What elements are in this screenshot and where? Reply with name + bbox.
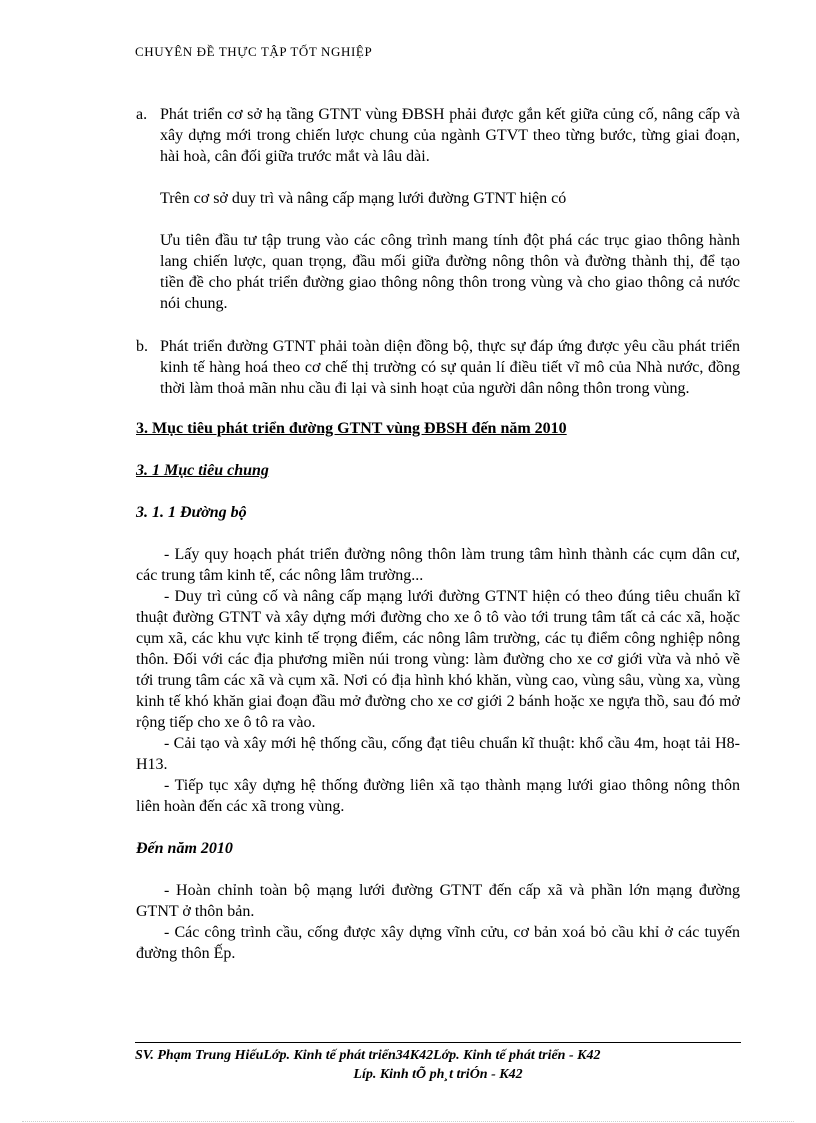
list-marker: a. <box>136 106 148 123</box>
footer-divider <box>135 1042 741 1043</box>
paragraph: - Tiếp tục xây dựng hệ thống đường liên xã tạo thành mạng lưới giao thông nông thôn liên hoàn đến các xã trong vùng. <box>136 777 740 815</box>
list-body <box>160 104 740 314</box>
page-header-title: CHUYÊN ĐỀ THỰC TẬP TỐT NGHIỆP <box>135 44 373 59</box>
footer-line-2: Líp. Kinh tÕ ph¸t triÓn - K42 <box>353 1067 523 1082</box>
page-footer <box>135 1046 741 1084</box>
year-heading: Đến năm 2010 <box>136 840 233 857</box>
paragraph: - Cải tạo và xây mới hệ thống cầu, cống đạt tiêu chuẩn kĩ thuật: khổ cầu 4m, hoạt tải H8-H13. <box>136 735 740 773</box>
page-bottom-border <box>22 1121 794 1122</box>
list-item-a <box>136 104 740 314</box>
list-body <box>160 336 740 399</box>
footer-line-1: SV. Phạm Trung HiếuLớp. Kinh tế phát triển34K42Lớp. Kinh tế phát triển - K42 <box>135 1048 601 1063</box>
section-heading: 3. Mục tiêu phát triển đường GTNT vùng ĐBSH đến năm 2010 <box>136 420 567 437</box>
document-body <box>136 104 740 964</box>
paragraph: Trên cơ sở duy trì và nâng cấp mạng lưới đường GTNT hiện có <box>160 190 567 207</box>
subsection-heading: 3. 1 Mục tiêu chung <box>136 462 269 479</box>
paragraph: - Duy trì củng cố và nâng cấp mạng lưới đường GTNT hiện có theo đúng tiêu chuẩn kĩ thuật đường GTNT và xây dựng mới đường cho xe ô tô vào tới trung tâm tất cả các xã, hoặc cụm xã, các khu vực kinh tế trọng điểm, các nông lâm trường, các tụ điểm công nghiệp nông thôn. Đối với các địa phương miền núi trong vùng: làm đường cho xe cơ giới vừa và nhỏ về tới trung tâm các xã và cụm xã. Nơi có địa hình khó khăn, vùng cao, vùng sâu, vùng xa, vùng kinh tế khó khăn giai đoạn đầu mở đường cho xe cơ giới 2 bánh hoặc xe ngựa thồ, sau đó mở rộng tiếp cho xe ô tô ra vào. <box>136 588 740 731</box>
road-objectives <box>136 544 740 817</box>
paragraph: Phát triển cơ sở hạ tầng GTNT vùng ĐBSH phải được gắn kết giữa củng cố, nâng cấp và xây dựng mới trong chiến lược chung của ngành GTVT theo từng bước, từng giai đoạn, hài hoà, cân đối giữa trước mắt và lâu dài. <box>160 106 740 165</box>
paragraph: Phát triển đường GTNT phải toàn diện đồng bộ, thực sự đáp ứng được yêu cầu phát triển kinh tế hàng hoá theo cơ chế thị trường có sự quản lí điều tiết vĩ mô của Nhà nước, đồng thời làm thoả mãn nhu cầu đi lại và sinh hoạt của người dân nông thôn trong vùng. <box>160 338 740 397</box>
list-item-b <box>136 336 740 399</box>
paragraph: - Hoàn chỉnh toàn bộ mạng lưới đường GTNT đến cấp xã và phần lớn mạng đường GTNT ở thôn bản. <box>136 882 740 920</box>
year-objectives <box>136 880 740 964</box>
subsubsection-heading: 3. 1. 1 Đường bộ <box>136 504 247 521</box>
paragraph: Ưu tiên đầu tư tập trung vào các công trình mang tính đột phá các trục giao thông hành lang chiến lược, quan trọng, đầu mối giữa đường nông thôn và đường thành thị, để tạo tiền đề cho phát triển đường giao thông nông thôn trong vùng và cho giao thông cả nước nói chung. <box>160 232 740 312</box>
list-marker: b. <box>136 338 148 355</box>
paragraph: - Lấy quy hoạch phát triển đường nông thôn làm trung tâm hình thành các cụm dân cư, các trung tâm kinh tế, các nông lâm trường... <box>136 546 740 584</box>
paragraph: - Các công trình cầu, cống được xây dựng vĩnh cửu, cơ bản xoá bỏ cầu khỉ ở các tuyến đường thôn Ếp. <box>136 924 740 962</box>
